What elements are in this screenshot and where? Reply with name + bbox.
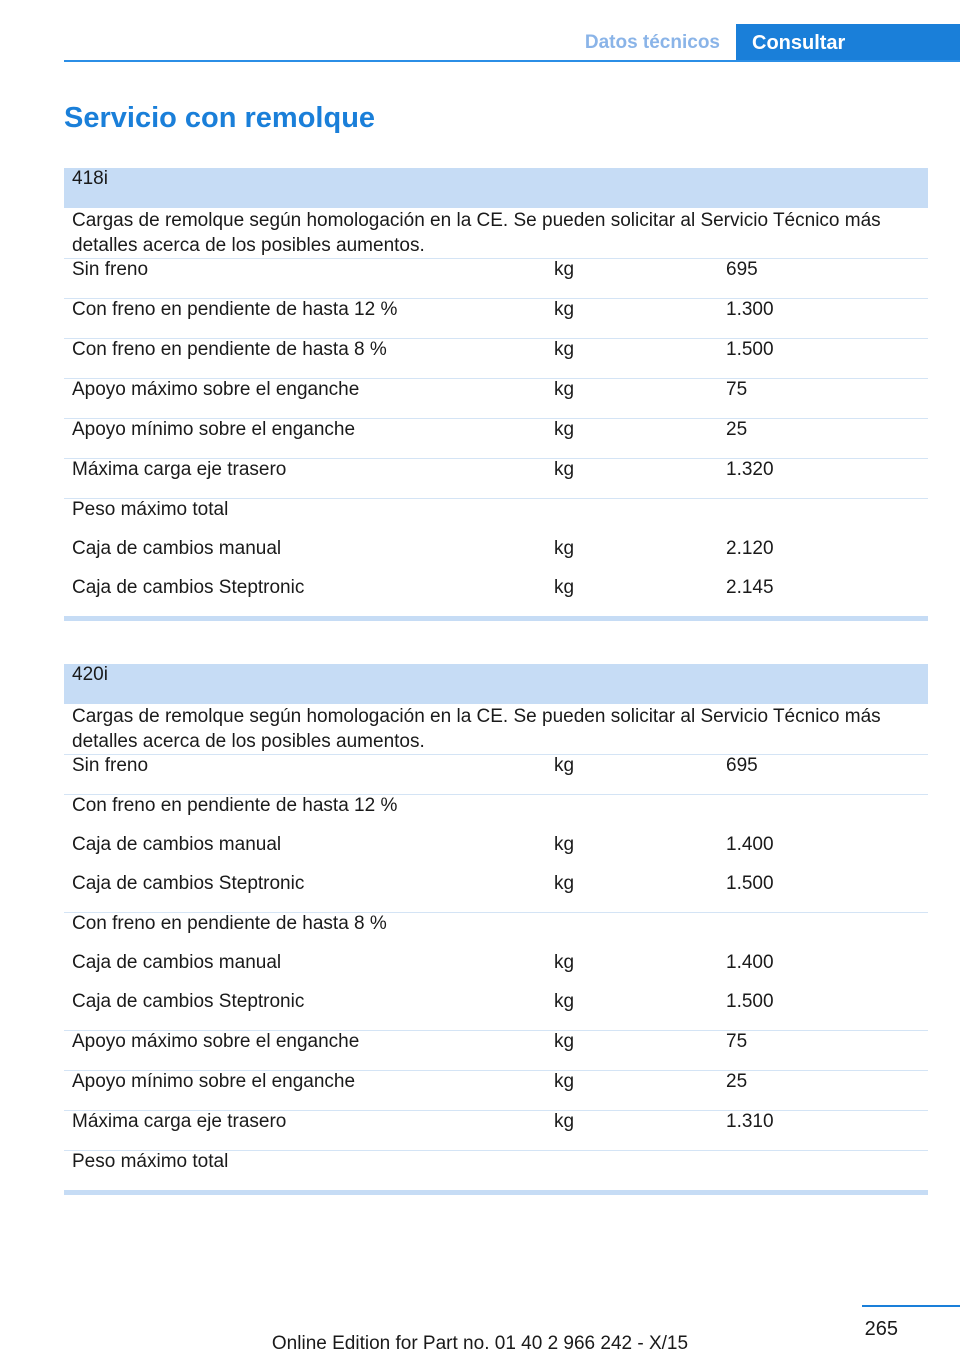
- page-title: Servicio con remolque: [64, 102, 376, 134]
- table-row: [64, 459, 928, 499]
- row-unit: kg: [554, 834, 575, 855]
- row-label: Caja de cambios Steptronic: [72, 991, 305, 1012]
- row-value: 1.500: [726, 873, 774, 894]
- row-unit: kg: [546, 459, 718, 499]
- row-value: 75: [718, 379, 928, 419]
- table-row: [64, 339, 928, 379]
- table-row: [64, 795, 928, 835]
- page-header: [64, 24, 960, 62]
- row-unit: kg: [554, 873, 575, 894]
- row-value: 1.300: [718, 299, 928, 339]
- table-row: [64, 755, 928, 795]
- row-label: Con freno en pendiente de hasta 8 %: [64, 913, 546, 953]
- table-row: [64, 834, 928, 873]
- table-row: [64, 1151, 928, 1193]
- row-value: 2.120: [726, 538, 774, 559]
- row-unit: kg: [546, 1071, 718, 1111]
- row-unit: kg: [554, 991, 575, 1012]
- spec-table-420i: [64, 664, 928, 1195]
- table-row: [64, 952, 928, 991]
- row-unit: kg: [546, 1111, 718, 1151]
- row-label: Apoyo máximo sobre el enganche: [64, 1031, 546, 1071]
- page-number: 265: [864, 1318, 898, 1340]
- table-row: [64, 873, 928, 913]
- row-value: 1.400: [726, 952, 774, 973]
- row-value: [718, 1151, 928, 1193]
- active-tab[interactable]: Consultar: [736, 24, 960, 62]
- row-value: 1.320: [718, 459, 928, 499]
- edition-footer: Online Edition for Part no. 01 40 2 966 242 - X/15: [271, 1333, 689, 1354]
- row-label: Caja de cambios manual: [72, 834, 282, 855]
- row-value: 1.310: [718, 1111, 928, 1151]
- row-unit: kg: [546, 299, 718, 339]
- row-unit: kg: [546, 1031, 718, 1071]
- row-unit: kg: [554, 952, 575, 973]
- table-row: [64, 1031, 928, 1071]
- row-unit: kg: [546, 419, 718, 459]
- row-value: 1.500: [718, 339, 928, 379]
- row-label: Sin freno: [64, 755, 546, 795]
- table-row: [64, 499, 928, 539]
- spec-table-418i: [64, 168, 928, 621]
- table-row: [64, 1111, 928, 1151]
- row-label: Máxima carga eje trasero: [64, 459, 546, 499]
- row-label: Caja de cambios manual: [72, 538, 282, 559]
- table-row: [64, 379, 928, 419]
- table-row: [64, 299, 928, 339]
- row-unit: kg: [546, 339, 718, 379]
- row-value: 695: [718, 259, 928, 299]
- row-value: 1.400: [726, 834, 774, 855]
- row-label: Con freno en pendiente de hasta 8 %: [64, 339, 546, 379]
- table-row: [64, 1071, 928, 1111]
- header-rule: [64, 60, 960, 62]
- row-label: Peso máximo total: [64, 499, 546, 539]
- row-unit: kg: [546, 259, 718, 299]
- row-unit: kg: [546, 755, 718, 795]
- row-label: Caja de cambios Steptronic: [64, 577, 546, 619]
- footer-rule: [862, 1305, 960, 1307]
- table-row: [64, 259, 928, 299]
- row-unit: [546, 795, 718, 835]
- row-label: Con freno en pendiente de hasta 12 %: [64, 299, 546, 339]
- row-unit: [546, 499, 718, 539]
- row-label: Apoyo mínimo sobre el enganche: [64, 419, 546, 459]
- table-note: Cargas de remolque según homologación en la CE. Se pueden solicitar al Servicio Técnico más detalles acerca de los posibles aumentos.: [72, 706, 881, 752]
- table-row: [64, 419, 928, 459]
- row-label: Sin freno: [64, 259, 546, 299]
- row-label: Caja de cambios manual: [72, 952, 282, 973]
- row-label: Con freno en pendiente de hasta 12 %: [64, 795, 546, 835]
- row-value: 25: [718, 419, 928, 459]
- row-unit: [546, 1151, 718, 1193]
- row-label: Apoyo máximo sobre el enganche: [64, 379, 546, 419]
- row-label: Caja de cambios Steptronic: [72, 873, 305, 894]
- table-row: [64, 577, 928, 619]
- row-unit: kg: [546, 379, 718, 419]
- row-label: Apoyo mínimo sobre el enganche: [64, 1071, 546, 1111]
- row-unit: kg: [546, 577, 718, 619]
- row-value: 25: [718, 1071, 928, 1111]
- table-note: Cargas de remolque según homologación en la CE. Se pueden solicitar al Servicio Técnico más detalles acerca de los posibles aumentos.: [72, 210, 881, 256]
- row-value: 2.145: [718, 577, 928, 619]
- row-label: Peso máximo total: [64, 1151, 546, 1193]
- row-unit: [546, 913, 718, 953]
- table-row: [64, 538, 928, 577]
- row-value: 75: [718, 1031, 928, 1071]
- model-header: 418i: [64, 168, 928, 208]
- row-label: Máxima carga eje trasero: [64, 1111, 546, 1151]
- section-link[interactable]: Datos técnicos: [584, 32, 720, 53]
- row-value: 1.500: [726, 991, 774, 1012]
- table-row: [64, 991, 928, 1031]
- row-unit: kg: [554, 538, 575, 559]
- table-row: [64, 913, 928, 953]
- model-header: 420i: [64, 664, 928, 704]
- row-value: [718, 795, 928, 835]
- row-value: [718, 913, 928, 953]
- row-value: 695: [718, 755, 928, 795]
- row-value: [718, 499, 928, 539]
